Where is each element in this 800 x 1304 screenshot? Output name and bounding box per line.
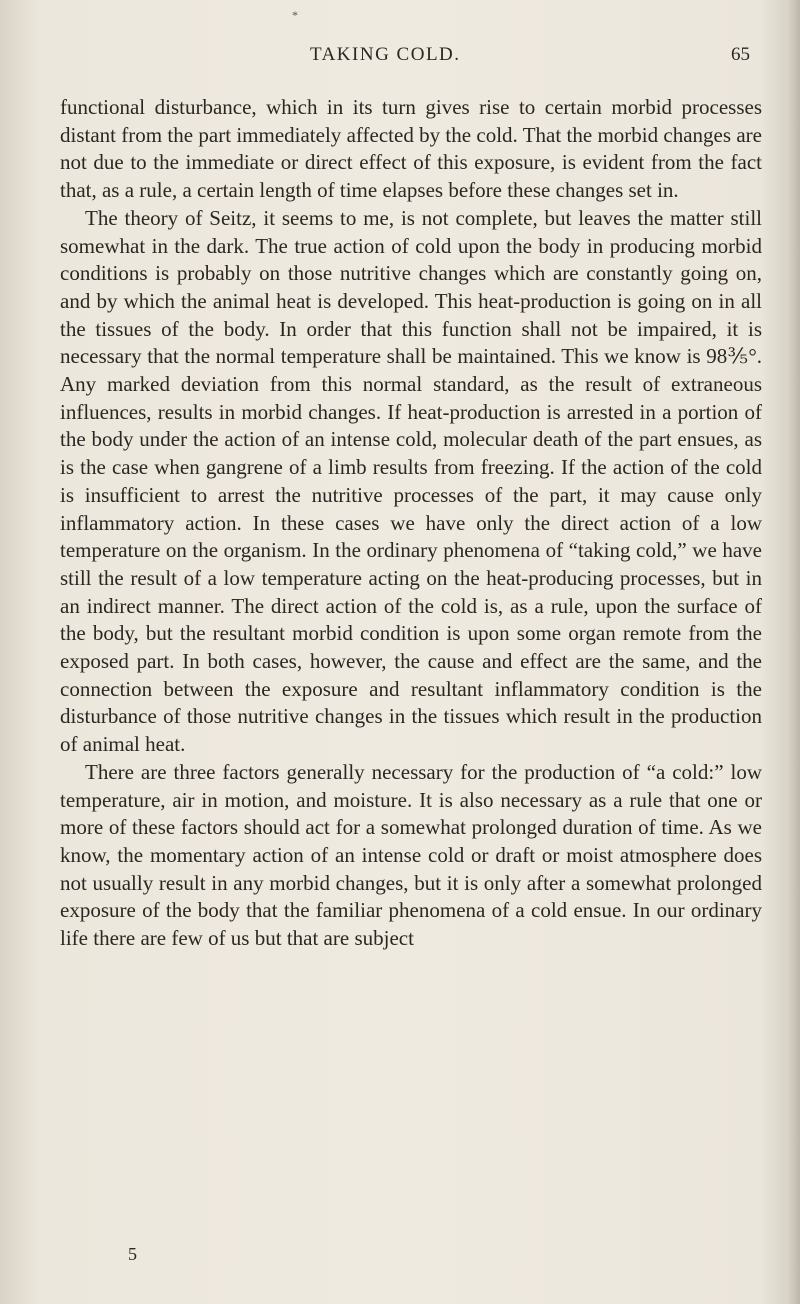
running-head: TAKING COLD. <box>310 44 461 65</box>
page-number: 65 <box>731 44 750 65</box>
paragraph-continued: functional disturbance, which in its turn gives rise to certain morbid processes distant from the part immediately affected by the cold. That the morbid changes are not due to the immediate or direct effect of this exposure, is evident from the fact that, as a rule, a certain length of time elapses before these changes set in. <box>60 95 762 203</box>
page-header <box>60 44 760 74</box>
paragraph: There are three factors generally necessary for the production of “a cold:” low temperature, air in motion, and moisture. It is also necessary as a rule that one or more of these factors should act for a somewhat prolonged duration of time. As we know, the momentary action of an intense cold or draft or moist atmosphere does not usually result in any morbid changes, but it is only after a somewhat prolonged exposure of the body that the familiar phenomena of a cold ensue. In our ordinary life there are few of us but that are subject <box>60 759 762 951</box>
page-edge <box>786 0 800 1304</box>
body-text <box>60 94 762 953</box>
paragraph: The theory of Seitz, it seems to me, is not complete, but leaves the matter still somewhat in the dark. The true action of cold upon the body in producing morbid conditions is probably on those nutritive changes which are constantly going on, and by which the animal heat is developed. This heat-production is going on in all the tissues of the body. In order that this function shall not be impaired, it is necessary that the normal temperature shall be maintained. This we know is 98⅗°. Any marked deviation from this normal standard, as the result of extraneous influences, results in morbid changes. If heat-production is arrested in a portion of the body under the action of an intense cold, molecular death of the part ensues, as is the case when gangrene of a limb results from freezing. If the action of the cold is insufficient to arrest the nutritive processes of the part, it may cause only inflammatory action. In these cases we have only the direct action of a low temperature on the organism. In the ordinary phenomena of “taking cold,” we have still the result of a low temperature acting on the heat-producing processes, but in an indirect manner. The direct action of the cold is, as a rule, upon the surface of the body, but the resultant morbid condition is upon some organ remote from the exposed part. In both cases, however, the cause and effect are the same, and the connection between the exposure and resultant inflammatory condition is the disturbance of those nutritive changes in the tissues which result in the production of animal heat. <box>60 205 762 757</box>
signature-mark: 5 <box>128 1244 137 1264</box>
top-mark: * <box>292 8 298 22</box>
